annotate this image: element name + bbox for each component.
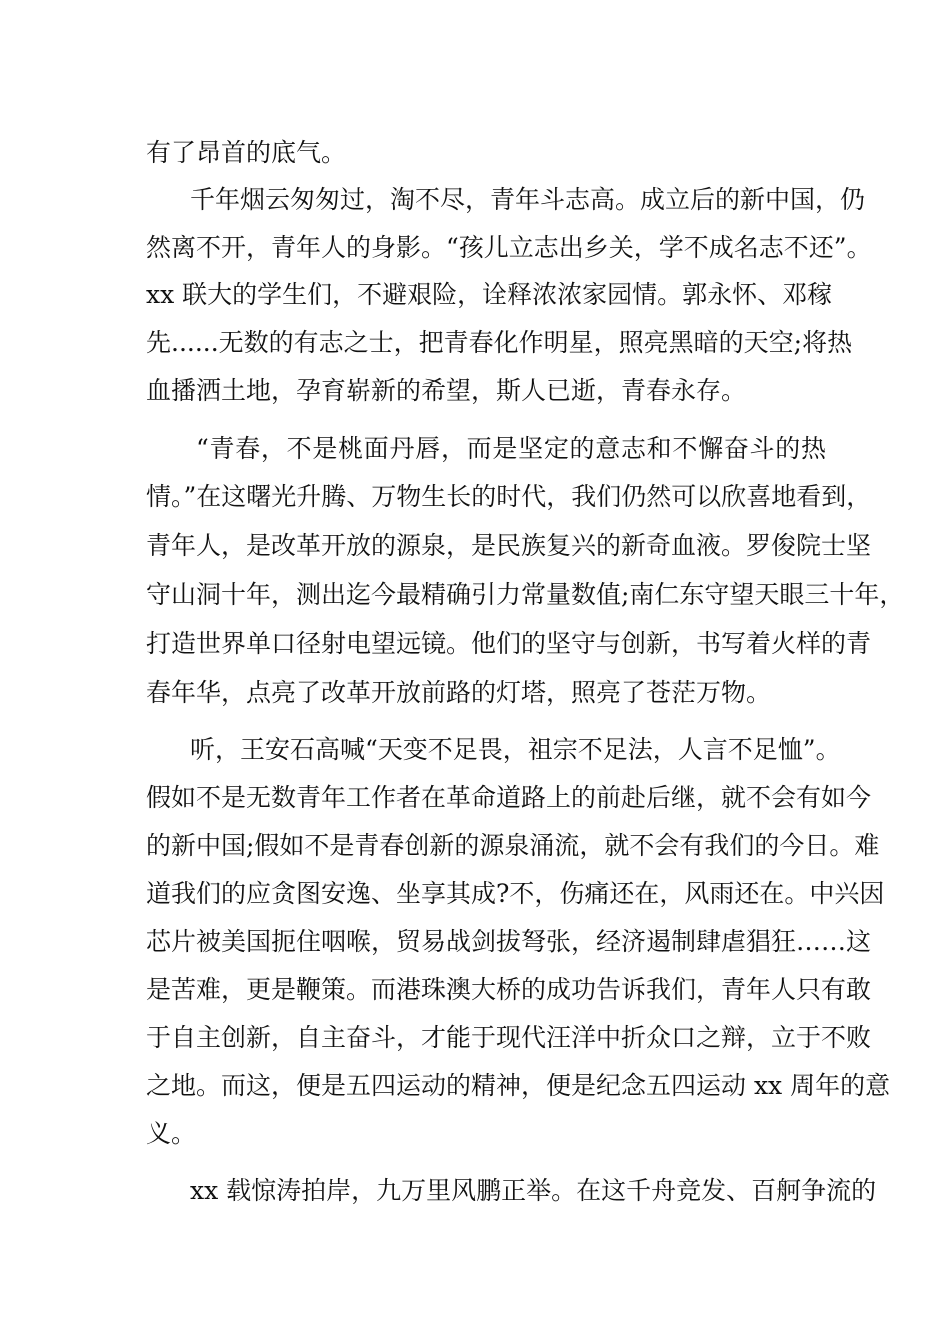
text-line: 情。”在这曙光升腾、万物生长的时代，我们仍然可以欣喜地看到， xyxy=(146,482,872,511)
text-line: 春年华，点亮了改革开放前路的灯塔，照亮了苍茫万物。 xyxy=(146,678,772,707)
paragraph-first-line: “青春，不是桃面丹唇，而是坚定的意志和不懈奋斗的热 xyxy=(196,434,826,463)
text-line: 是苦难，更是鞭策。而港珠澳大桥的成功告诉我们，青年人只有敢 xyxy=(146,975,872,1004)
text-line: 道我们的应贪图安逸、坐享其成?不，伤痛还在，风雨还在。中兴因 xyxy=(146,879,885,908)
text-line: 有了昂首的底气。 xyxy=(146,138,347,167)
text-line: 的新中国;假如不是青春创新的源泉涌流，就不会有我们的今日。难 xyxy=(146,831,880,860)
text-line: 假如不是无数青年工作者在革命道路上的前赴后继，就不会有如今 xyxy=(146,783,872,812)
text-line: 芯片被美国扼住咽喉，贸易战剑拔弩张，经济遏制肆虐猖狂……这 xyxy=(146,927,872,956)
text-line: 之地。而这，便是五四运动的精神，便是纪念五四运动 xx 周年的意 xyxy=(146,1071,891,1100)
text-line: 血播洒土地，孕育崭新的希望，斯人已逝，青春永存。 xyxy=(146,376,747,405)
paragraph-first-line: xx 载惊涛拍岸，九万里风鹏正举。在这千舟竞发、百舸争流的 xyxy=(190,1176,877,1205)
text-line: 然离不开，青年人的身影。“孩儿立志出乡关，学不成名志不还”。 xyxy=(146,233,872,262)
text-line: 先......无数的有志之士，把青春化作明星，照亮黑暗的天空;将热 xyxy=(146,328,853,357)
text-line: 义。 xyxy=(146,1119,197,1148)
paragraph-first-line: 千年烟云匆匆过，淘不尽，青年斗志高。成立后的新中国，仍 xyxy=(190,185,866,214)
text-line: 守山洞十年，测出迄今最精确引力常量数值;南仁东守望天眼三十年， xyxy=(146,580,905,609)
paragraph-first-line: 听，王安石高喊“天变不足畏，祖宗不足法，人言不足恤”。 xyxy=(190,735,841,764)
text-line: 青年人，是改革开放的源泉，是民族复兴的新奇血液。罗俊院士坚 xyxy=(146,531,872,560)
text-line: xx 联大的学生们，不避艰险，诠释浓浓家园情。郭永怀、邓稼 xyxy=(146,280,833,309)
text-line: 于自主创新，自主奋斗，才能于现代汪洋中折众口之辩，立于不败 xyxy=(146,1023,872,1052)
text-line: 打造世界单口径射电望远镜。他们的坚守与创新，书写着火样的青 xyxy=(146,629,872,658)
